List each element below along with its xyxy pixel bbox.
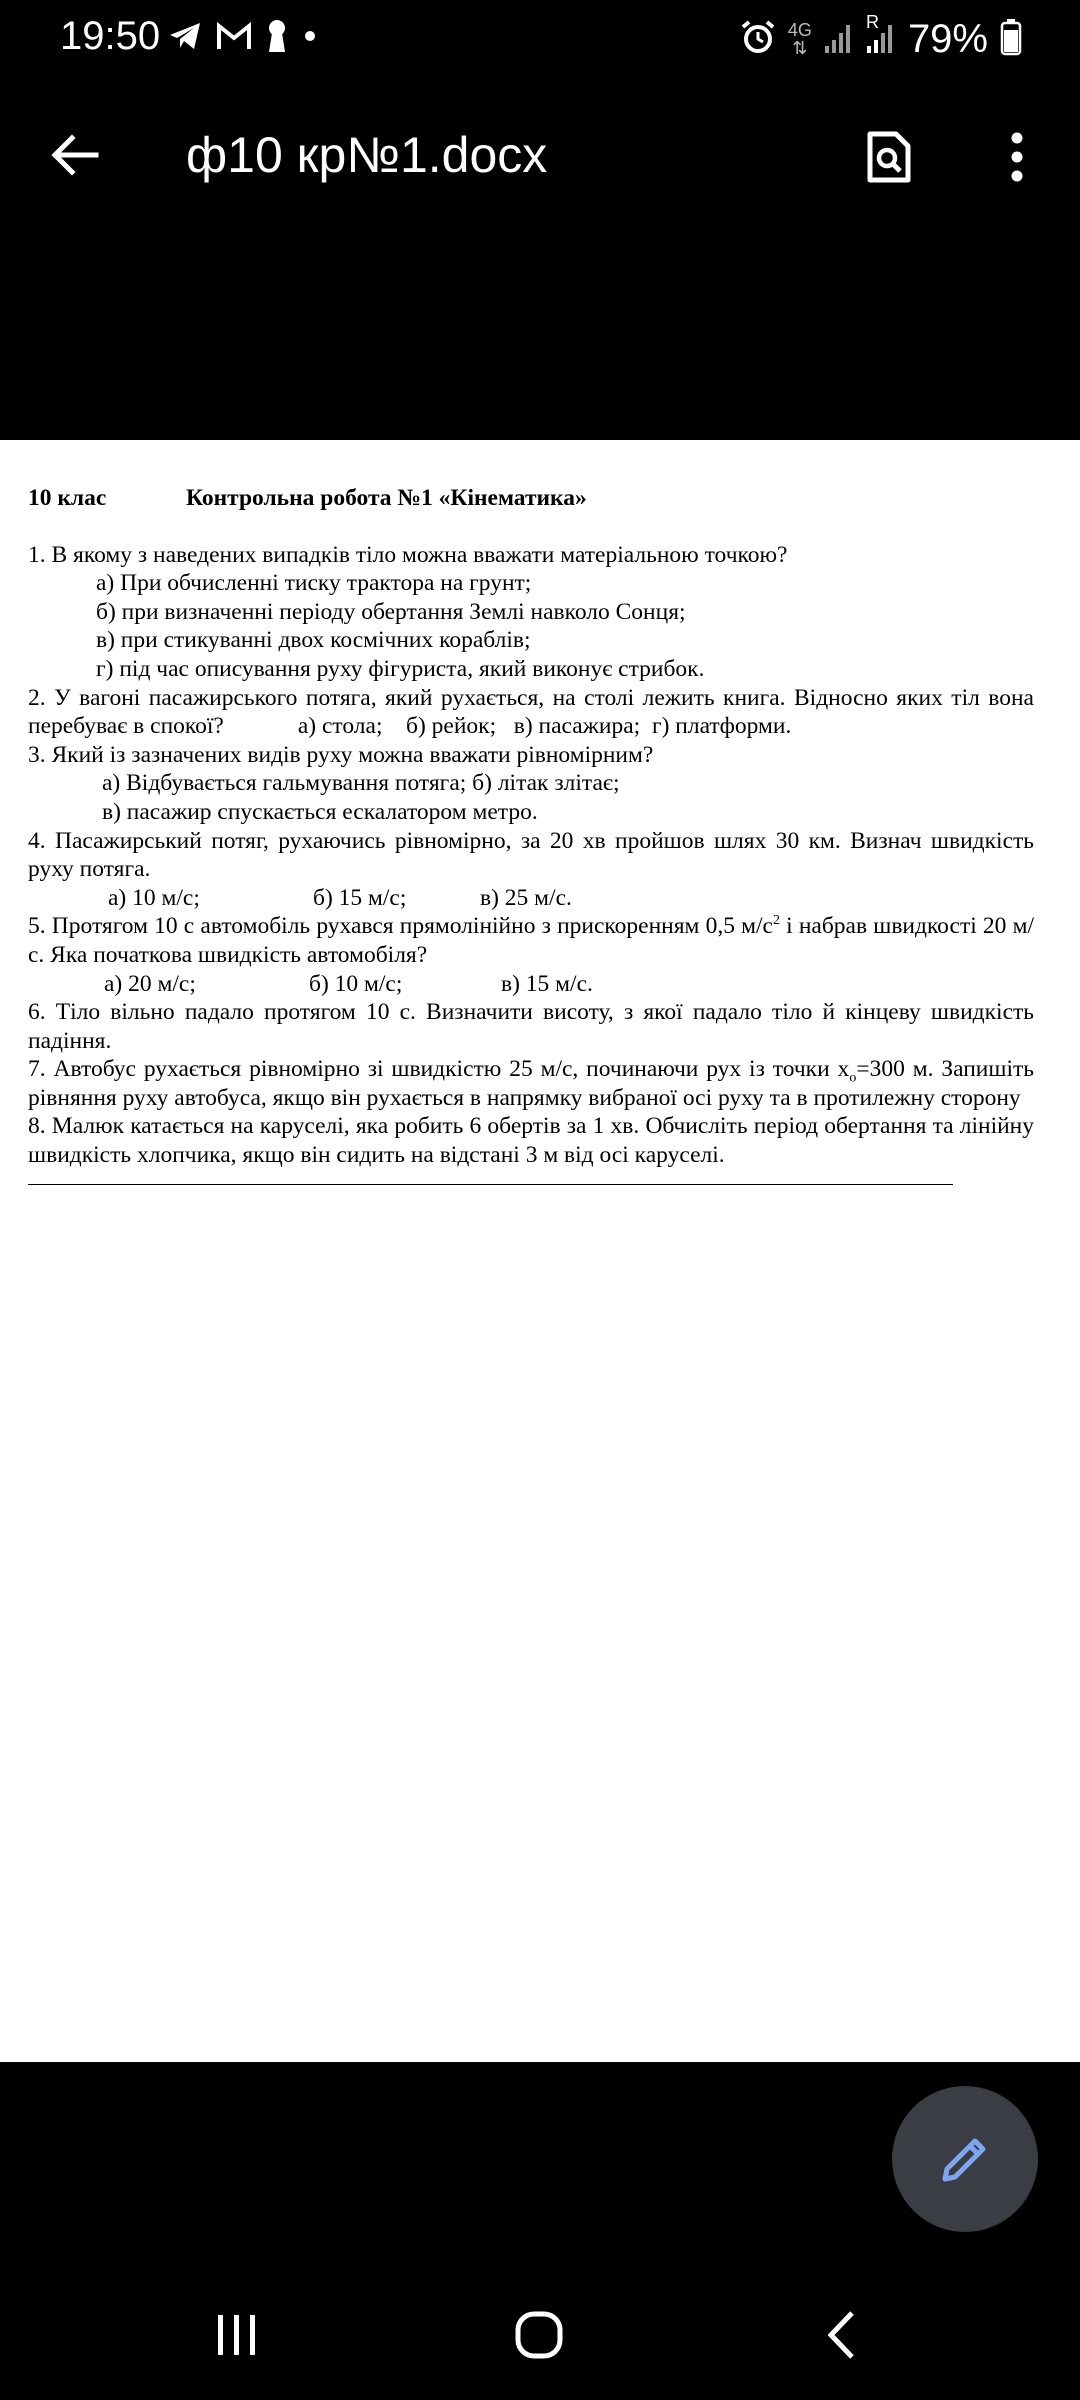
question-1: 1. В якому з наведених випадків тіло можна вважати матеріальною точкою? [28,541,788,568]
edit-button[interactable] [892,2086,1038,2232]
question-4-option: б) 15 м/с; [313,884,407,911]
question-5-text-b: і набрав швидкості 20 м/с. Яка початкова швидкість автомобіля? [28,913,1034,968]
back-nav-button[interactable] [786,2290,896,2380]
question-1-option: г) під час описування руху фігуриста, який виконує стрибок. [96,655,705,682]
status-bar [0,0,1080,80]
question-7-text-b: =300 м. Запишіть рівняння руху автобуса, якщо він рухається в напрямку вибраної осі руху та в протилежну сторону [28,1056,1034,1111]
question-3-option: а) Відбувається гальмування потяга; б) літак злітає; [102,770,620,797]
question-4-option: а) 10 м/с; [108,884,200,911]
arrow-left-icon [50,133,100,177]
question-8: 8. Малюк катається на каруселі, яка робить 6 обертів за 1 хв. Обчисліть період обертання та лінійну швидкість хлопчика, якщо він сидить на відстані 3 м від осі каруселі. [28,1113,1034,1169]
question-4-option: в) 25 м/с. [480,884,572,911]
system-navigation-bar [0,2270,1080,2400]
question-1-option: в) при стикуванні двох космічних кораблів; [96,627,531,654]
document-page[interactable] [0,440,1080,2062]
chevron-left-icon [826,2310,856,2360]
system-status-icons [740,11,1022,64]
app-bar [0,80,1080,440]
recent-apps-icon [214,2313,260,2357]
data-arrows-icon: ⇅ [792,38,808,58]
question-2 [28,684,1034,741]
status-time: 19:50 [60,14,161,58]
document-body [28,484,1034,1185]
question-2-text: 2. У вагоні пасажирського потяга, який рухається, на столі лежить книга. Відносно яких тіл вона перебуває в спокої? [28,684,1034,740]
question-4: 4. Пасажирський потяг, рухаючись рівномірно, за 20 хв пройшов шлях 30 км. Визнач швидкість руху потяга. [28,827,1034,883]
question-5 [28,912,1034,969]
notification-icons [168,16,318,60]
document-title: ф10 кр№1.docx [186,127,548,183]
question-3: 3. Який із зазначених видів руху можна вважати рівномірним? [28,741,654,768]
question-5-option: в) 15 м/с. [501,970,593,997]
more-options-button[interactable] [980,120,1054,194]
recent-apps-button[interactable] [182,2290,292,2380]
question-5-option: а) 20 м/с; [104,970,196,997]
question-5-text-a: 5. Протягом 10 с автомобіль рухався прямолінійно з прискоренням 0,5 м/с [28,913,773,940]
pencil-icon [937,2131,993,2187]
more-vert-icon [1010,132,1024,182]
question-1-option: а) При обчисленні тиску трактора на грунт; [96,570,532,597]
question-5-options [28,970,1034,999]
question-1-option: б) при визначенні періоду обертання Землі навколо Сонця; [96,598,686,625]
divider-line [28,1170,953,1185]
question-2-options: а) стола; б) рейок; в) пасажира; г) платформи. [297,713,792,740]
question-7-subscript: o [849,1070,857,1086]
network-type-label: 4G [787,20,812,40]
battery-percent: 79% [907,16,988,61]
more-notifications-dot-icon [302,28,318,49]
network-type [788,21,812,57]
back-button[interactable] [38,118,112,192]
telegram-icon [168,21,202,56]
alarm-icon [740,19,776,60]
signal-icon [824,20,854,59]
home-button[interactable] [484,2290,594,2380]
home-icon [514,2310,564,2360]
question-7 [28,1055,1034,1112]
search-document-button[interactable] [852,120,926,194]
search-document-icon [866,130,912,184]
question-6: 6. Тіло вільно падало протягом 10 с. Визначити висоту, з якої падало тіло й кінцеву швидкість падіння. [28,999,1034,1054]
question-5-option: б) 10 м/с; [309,970,403,997]
keyhole-icon [266,19,288,58]
battery-icon [1000,18,1022,61]
question-5-exponent: 2 [772,913,780,929]
question-4-options [28,884,1034,913]
signal-roaming [865,11,896,59]
question-7-text-a: 7. Автобус рухається рівномірно зі швидкістю 25 м/с, починаючи рух із точки x [28,1056,850,1083]
question-3-option: в) пасажир спускається ескалатором метро. [102,798,538,825]
test-title: Контрольна робота №1 «Кінематика» [186,485,587,511]
document-heading [28,484,1034,513]
grade-label: 10 клас [28,485,107,511]
gmail-icon [216,21,252,56]
roaming-label: R [865,11,879,32]
